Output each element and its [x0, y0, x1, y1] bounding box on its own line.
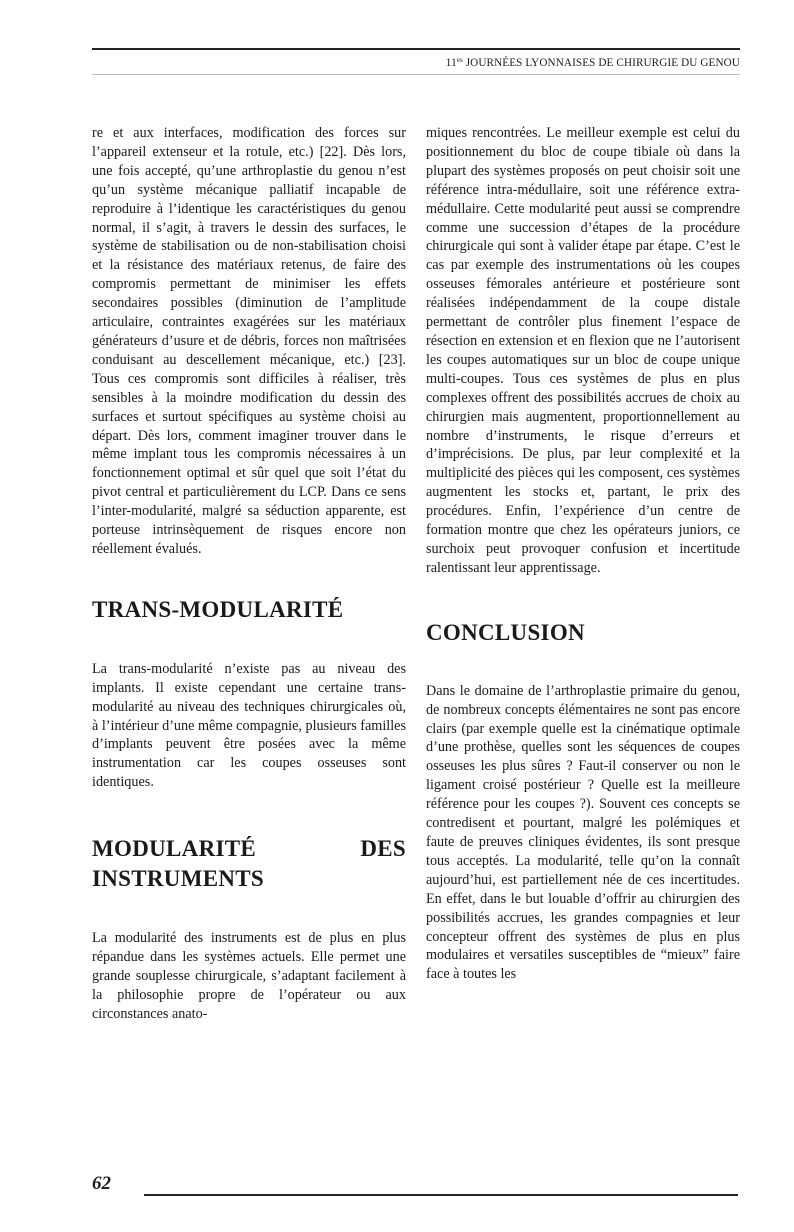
header-title: JOURNÉES LYONNAISES DE CHIRURGIE DU GENOU — [465, 57, 740, 69]
header-ordinal: 11 — [445, 57, 457, 69]
paragraph-trans-modularite: La trans-modularité n’existe pas au niveau des implants. Il existe cependant une certaine trans-modularité au niveau des techniques chirurgicales où, à l’intérieur d’une même compagnie, plusieurs familles d’implants peuvent être posées avec la même instrumentation car les coupes osseuses sont identiques. — [92, 660, 406, 791]
footer-rule — [144, 1194, 738, 1196]
header-bottom-rule — [92, 74, 740, 75]
running-header — [446, 56, 740, 69]
section-conclusion — [426, 618, 740, 985]
paragraph-instruments-continued: miques rencontrées. Le meilleur exemple est celui du positionnement du bloc de coupe tibiale où dans la plupart des systèmes proposés on peut choisir soit une référence intra-médullaire, soit une référence extra-médullaire. Cette modularité peut aussi se comprendre comme une succession d’étapes de la procédure chirurgicale qui sont à valider étape par étape. C’est le cas par exemple des instrumentations où les coupes osseuses fémorales antérieure et postérieure sont réalisées indépendamment de la coupe distale permettant de contrôler plus finement l’espace de résection en extension et en flexion que ne l’autorisent les coupes automatiques sur un bloc de coupe unique multi-coupes. Tous ces systèmes de plus en plus complexes offrent des possibilités accrues de choix au chirurgien mais augmentent, proportionnellement au nombre d’instruments, le risque d’erreurs et d’imprécisions. De plus, par leur complexité et la multiplicité des pièces qui les composent, ces systèmes augmentent les stocks et, partant, le prix des procédures. Enfin, l’expérience d’un centre de formation montre que chez les opérateurs juniors, ce surchoix peut provoquer confusion et incertitude ralentissant leur apprentissage. — [426, 125, 740, 576]
heading-trans-modularite: TRANS-MODULARITÉ — [92, 596, 344, 622]
paragraph-conclusion: Dans le domaine de l’arthroplastie primaire du genou, de nombreux concepts élémentaires ne sont pas encore clairs (par exemple quelle est la cinématique optimale d’une prothèse, quelles sont les séquences de coupes osseuses les plus sûres ? Faut-il conserver ou non le ligament croisé postérieur ? Quelle est la meilleure référence pour les coupes ?). Souvent ces concepts se contredisent et pourtant, malgré les polémiques et faute de preuves cliniques évidentes, ils sont presque tous acceptés. La modularité, telle qu’on la connaît aujourd’hui, est partiellement née de ces incertitudes. En effet, dans le but louable d’offrir au chirurgien des possibilités accrues, les grandes compagnies et leur concepteur offrent des systèmes de plus en plus modulaires et versatiles susceptibles de “mieux” faire face à toutes les — [426, 682, 740, 983]
page-number: 62 — [92, 1173, 111, 1194]
paragraph-intermodularity: re et aux interfaces, modification des forces sur l’appareil extenseur et la rotule, etc.) [22]. Dès lors, une fois accepté, qu’une arthroplastie du genou n’est qu’un système mécanique palliatif incapable de reproduire à l’identique les caractéristiques du genou normal, il s’agit, à travers le dessin des surfaces, le système de stabilisation ou de non-stabilisation choisi et la résistance des matériaux retenus, de faire des compromis permettant de minimiser les effets secondaires possibles (diminution de l’amplitude articulaire, contraintes exagérées sur les matériaux générateurs d’usure et de débris, forces non maîtrisées conduisant au descellement mécanique, etc.) [23]. Tous ces compromis sont difficiles à réaliser, très sensibles à la moindre modification du dessin des surfaces et surtout spécifiques au système choisi au départ. Dès lors, comment imaginer trouver dans le même implant tous les compromis nécessaires à un fonctionnement optimal et sûr quel que soit l’état du pivot central et particulièrement du LCP. Dans ce sens l’inter-modularité, malgré sa séduction apparente, est porteuse intrinsèquement de risques encore non réellement évalués. — [92, 125, 406, 557]
right-column — [426, 124, 740, 984]
left-column — [92, 124, 406, 1024]
section-modularite-instruments — [92, 834, 406, 1024]
header-top-rule — [92, 48, 740, 50]
section-trans-modularite — [92, 595, 406, 792]
paragraph-modularite-instruments: La modularité des instruments est de plus en plus répandue dans les systèmes actuels. Elle permet une grande souplesse chirurgicale, s’adaptant facilement à la philosophie propre de l’opérateur ou aux circonstances anato- — [92, 930, 406, 1022]
heading-conclusion: CONCLUSION — [426, 619, 585, 645]
header-ordinal-suffix: es — [456, 56, 463, 64]
heading-modularite-instruments: MODULARITÉ DES INSTRUMENTS — [92, 836, 406, 892]
